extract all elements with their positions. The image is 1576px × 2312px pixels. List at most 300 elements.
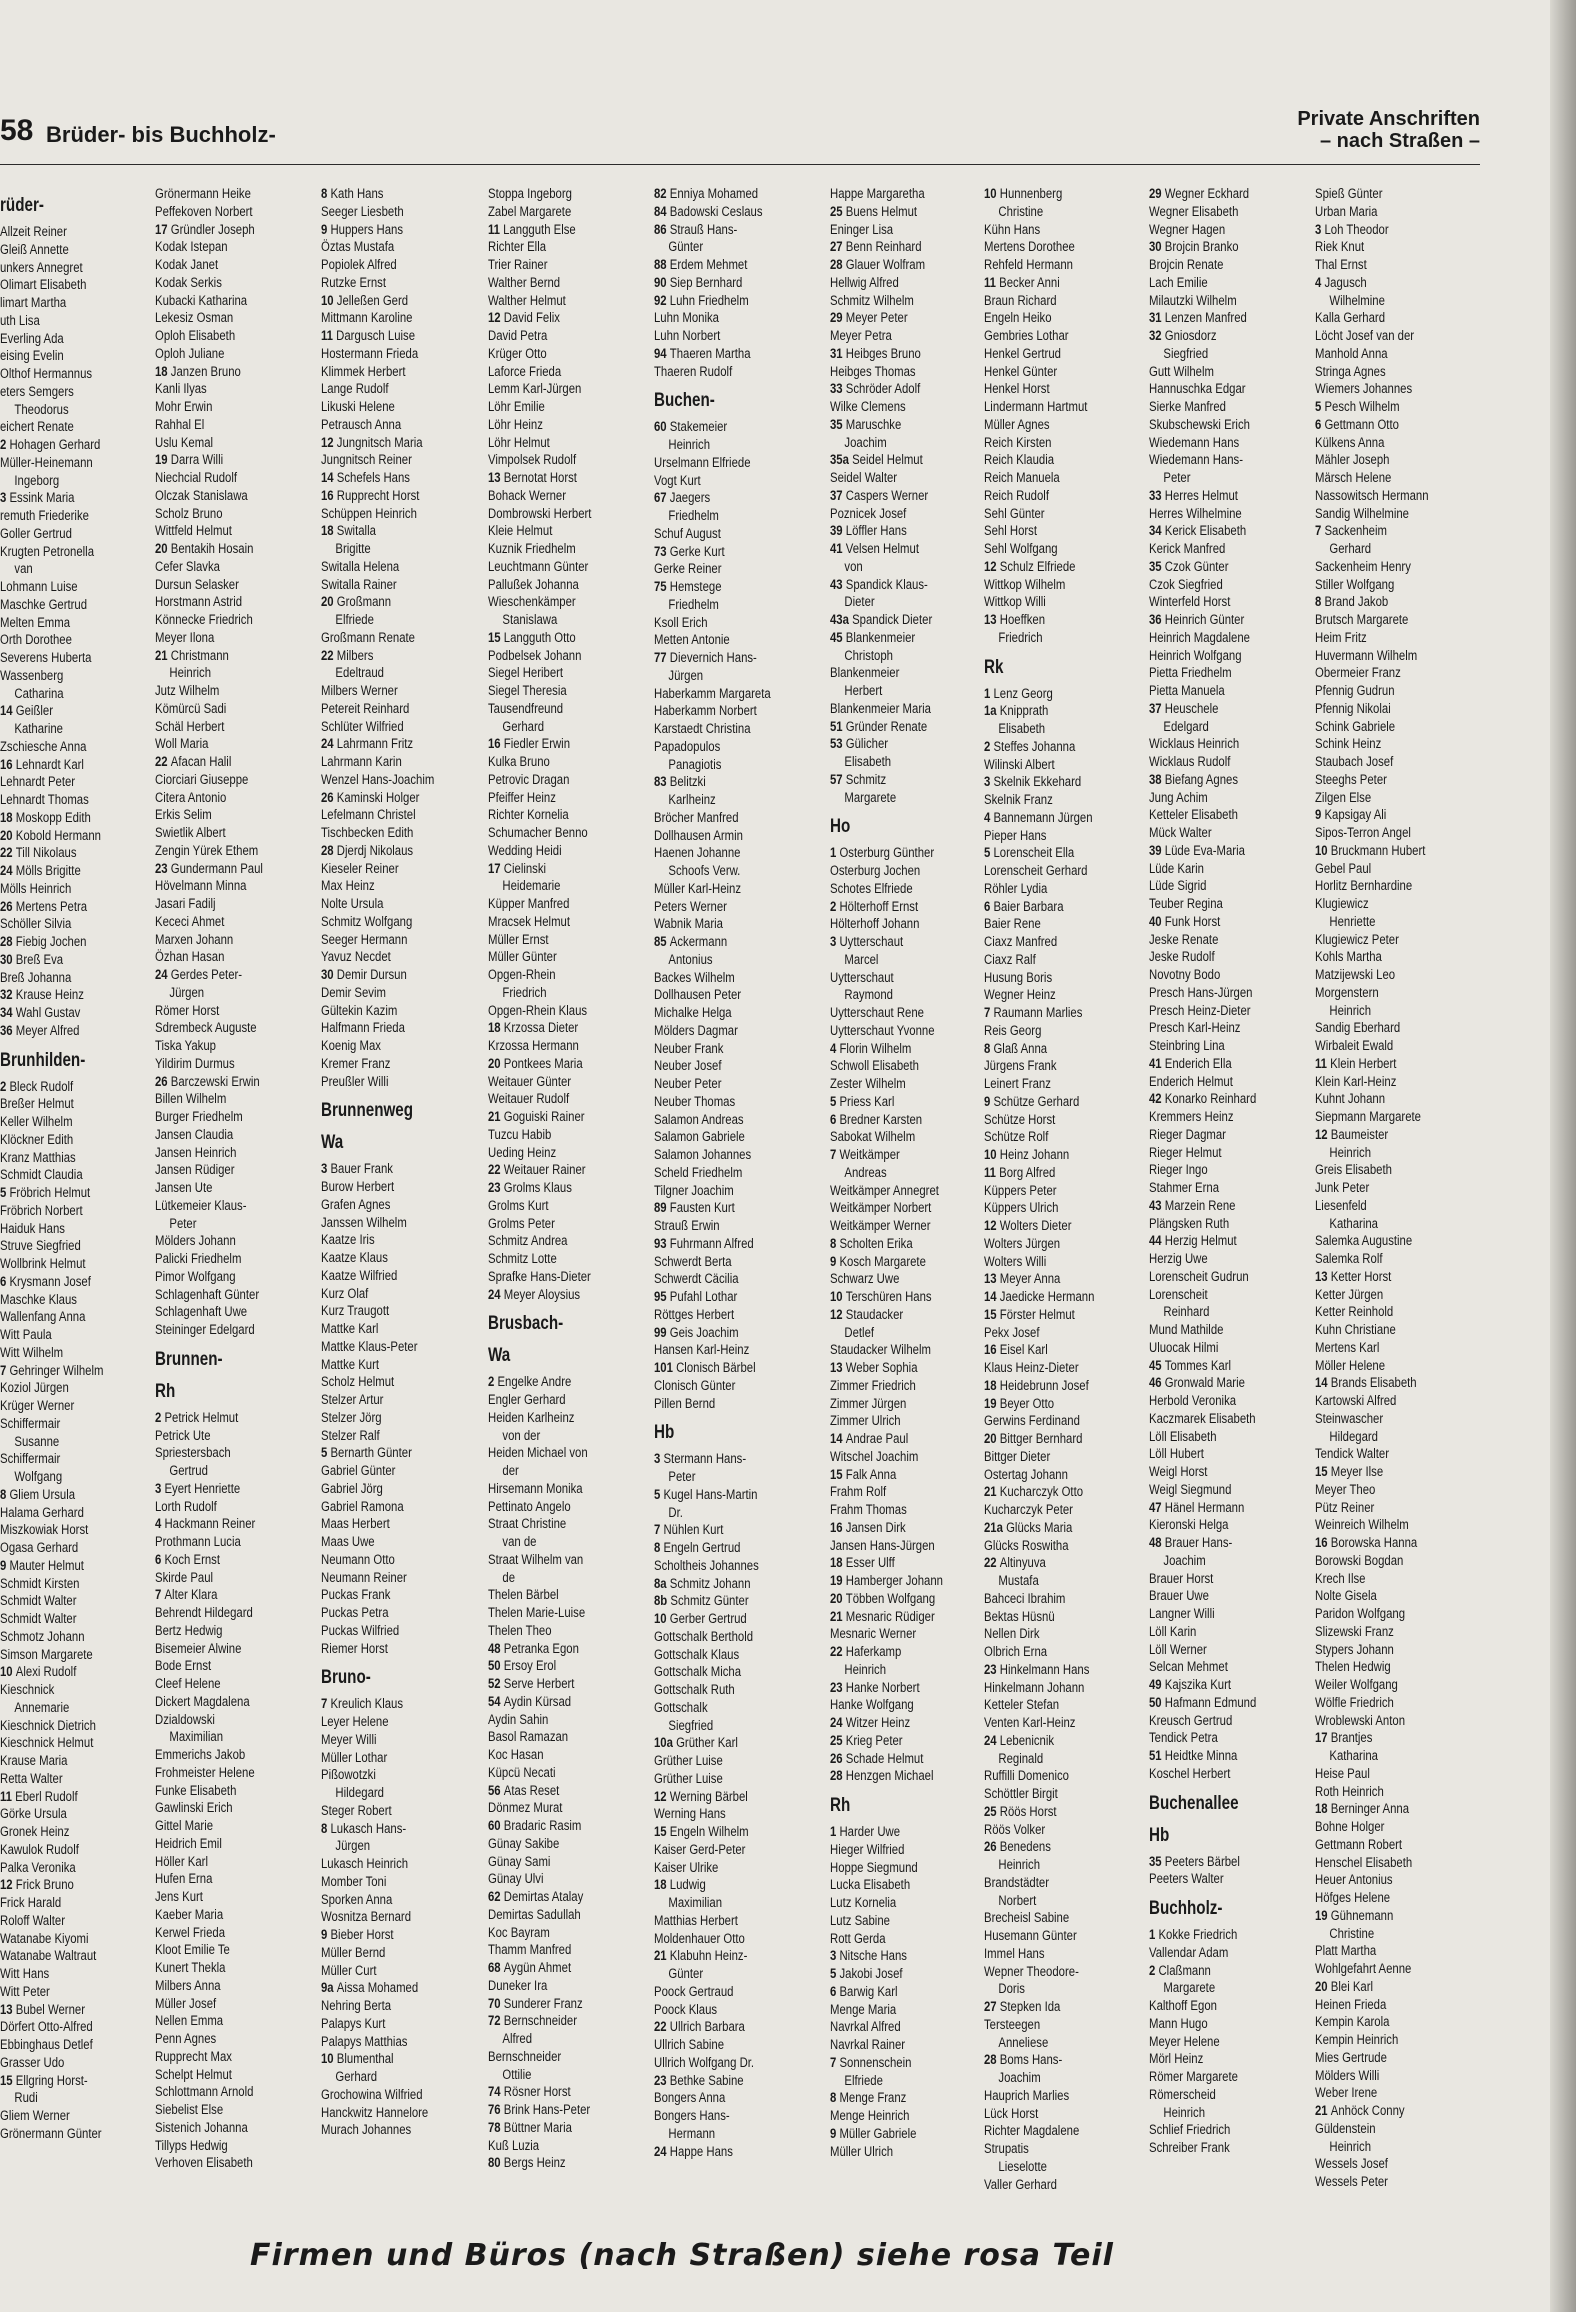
resident-entry: Duneker Ira: [488, 1977, 548, 1994]
house-number: 17: [488, 860, 504, 877]
resident-entry: [654, 1735, 782, 1753]
resident-entry: Heiden Michael von: [488, 1445, 588, 1462]
resident-entry: Hanke Wolfgang: [830, 1697, 914, 1714]
resident-name: Hölterhoff Ernst: [839, 898, 919, 915]
resident-entry: Bode Ernst: [155, 1658, 212, 1675]
resident-entry: Ruffilli Domenico: [984, 1768, 1069, 1785]
house-number: 2: [830, 898, 840, 915]
resident-entry: Kuhn Christiane: [1315, 1322, 1396, 1338]
resident-entry: Krugten Petronella: [0, 543, 95, 560]
resident-entry: Lukasch Heinrich: [321, 1856, 409, 1872]
house-number: 18: [321, 523, 337, 540]
resident-entry: Richter Ella: [488, 239, 547, 256]
resident-entry: [0, 1005, 128, 1023]
resident-entry: Pfeiffer Heinz: [488, 789, 556, 806]
house-number: 42: [1149, 1091, 1165, 1108]
resident-entry: Engeln Heiko: [984, 310, 1052, 327]
resident-entry: Orth Dorothee: [0, 632, 72, 649]
resident-entry: Weber Irene: [1315, 2085, 1378, 2102]
resident-entry: [984, 1555, 1112, 1573]
resident-entry: Schink Gabriele: [1315, 718, 1396, 735]
house-number: 25: [830, 1732, 846, 1749]
resident-entry: Weitauer Günter: [488, 1073, 572, 1090]
resident-entry: Michalke Helga: [654, 1005, 732, 1021]
resident-entry: Presch Hans-Jürgen: [1149, 984, 1253, 1001]
resident-name: Jelleßen Gerd: [336, 292, 409, 309]
resident-entry: Haenen Johanne: [654, 845, 741, 862]
resident-entry: Kloot Emilie Te: [155, 1942, 230, 1959]
resident-entry: Grönermann Günter: [0, 2125, 102, 2142]
entry-continuation: Rudi: [14, 2090, 38, 2107]
resident-name: Klein Herbert: [1330, 1055, 1397, 1072]
resident-entry: Pfennig Gudrun: [1315, 683, 1395, 699]
house-number: 24: [654, 2143, 670, 2160]
entry-continuation: Joachim: [998, 2070, 1041, 2086]
house-number: 40: [1149, 913, 1165, 930]
resident-name: Herzig Helmut: [1164, 1233, 1237, 1250]
resident-entry: Mies Gertrude: [1315, 2049, 1387, 2066]
entry-continuation: Christine: [1329, 1925, 1375, 1942]
resident-entry: Wohlgefahrt Aenne: [1315, 1961, 1412, 1977]
resident-name: Herres Helmut: [1164, 487, 1238, 504]
resident-entry: Möller Helene: [1315, 1357, 1386, 1374]
entry-continuation: Hermann: [668, 2125, 716, 2142]
resident-entry: [654, 2073, 782, 2091]
resident-entry: Cefer Slavka: [155, 558, 220, 575]
resident-entry: Miszkowiak Horst: [0, 1522, 89, 1539]
entry-continuation: Maximilian: [668, 1895, 723, 1911]
resident-entry: Reich Manuela: [984, 470, 1060, 486]
entry-continuation: Lieselotte: [998, 2158, 1047, 2175]
resident-entry: [488, 1783, 616, 1801]
resident-entry: Gottschalk Ruth: [654, 1682, 735, 1698]
resident-entry: [1315, 399, 1443, 417]
resident-entry: Kaiser Ulrike: [654, 1859, 719, 1876]
resident-name: Konarko Reinhard: [1164, 1091, 1257, 1108]
resident-entry: [654, 544, 782, 562]
resident-entry: Puckas Wilfried: [321, 1622, 400, 1639]
resident-name: Clonisch Bärbel: [676, 1360, 756, 1376]
resident-entry: Brojcin Renate: [1149, 257, 1224, 273]
resident-entry: Günay Sami: [488, 1853, 551, 1870]
house-number: 88: [654, 257, 670, 273]
resident-entry: Weitkämper Werner: [830, 1218, 931, 1234]
street-heading: Brusbach-: [488, 1313, 564, 1335]
resident-entry: Sistenich Johanna: [155, 2119, 248, 2136]
resident-entry: Tilgner Joachim: [654, 1182, 734, 1199]
resident-entry: Petrick Ute: [155, 1427, 211, 1444]
resident-entry: [488, 222, 616, 240]
resident-entry: Lutz Kornelia: [830, 1895, 897, 1911]
house-number: 9: [1315, 807, 1325, 824]
house-number: 12: [488, 310, 504, 327]
resident-entry: [830, 1948, 958, 1966]
resident-name: Enniya Mohamed: [669, 186, 759, 202]
resident-entry: [155, 1074, 283, 1092]
resident-entry: Olczak Stanislawa: [155, 487, 248, 504]
resident-entry: Langner Willi: [1149, 1606, 1215, 1622]
resident-entry: [654, 1948, 782, 1966]
resident-entry: Dickert Magdalena: [155, 1693, 250, 1710]
resident-entry: [0, 1185, 128, 1203]
resident-entry: [984, 1165, 1112, 1183]
resident-name: Fiebig Jochen: [15, 934, 87, 950]
resident-entry: [984, 1662, 1112, 1680]
resident-entry: Kunert Thekla: [155, 1960, 226, 1976]
resident-entry: Wegner Heinz: [984, 987, 1056, 1004]
resident-entry: Grönermann Heike: [155, 186, 251, 202]
resident-entry: [0, 437, 128, 455]
resident-entry: [654, 579, 782, 597]
resident-entry: [830, 1147, 958, 1165]
resident-entry: [984, 1271, 1112, 1289]
house-number: 80: [488, 2155, 504, 2172]
resident-name: Gerber Gertrud: [669, 1611, 747, 1627]
resident-name: Heibges Bruno: [845, 345, 921, 362]
resident-entry: Braun Richard: [984, 292, 1057, 309]
resident-entry: Karstaedt Christina: [654, 721, 751, 737]
resident-entry: [155, 1552, 283, 1570]
resident-name: Darra Willi: [170, 452, 224, 469]
house-number: 8a: [654, 1575, 670, 1592]
resident-entry: Retta Walter: [0, 1770, 63, 1787]
resident-entry: Lindermann Hartmut: [984, 399, 1088, 415]
house-number: 39: [1149, 842, 1165, 859]
resident-name: Wegner Eckhard: [1164, 186, 1250, 202]
entry-continuation: van de: [502, 1534, 537, 1550]
resident-entry: Lorenscheit Gerhard: [984, 863, 1088, 879]
resident-entry: Dollhausen Peter: [654, 987, 742, 1004]
entry-continuation: Heinrich: [1329, 1144, 1372, 1161]
house-number: 48: [1149, 1535, 1165, 1551]
house-number: 4: [155, 1516, 165, 1533]
resident-entry: Jens Kurt: [155, 1889, 203, 1905]
resident-entry: Schmotz Johann: [0, 1628, 85, 1645]
resident-entry: [984, 1733, 1112, 1751]
resident-entry: Roloff Walter: [0, 1912, 65, 1929]
resident-entry: Zengin Yürek Ethem: [155, 842, 259, 859]
entry-continuation: von der: [502, 1427, 541, 1444]
entry-continuation: Edeltraud: [335, 665, 384, 682]
resident-entry: Schmidt Claudia: [0, 1167, 83, 1184]
resident-entry: [1149, 1198, 1277, 1216]
house-number: 33: [1149, 487, 1165, 504]
resident-entry: [1149, 559, 1277, 577]
resident-entry: Heibges Thomas: [830, 363, 916, 380]
house-number: 6: [0, 1273, 10, 1290]
house-number: 16: [0, 756, 16, 773]
house-number: 21a: [984, 1519, 1007, 1536]
entry-continuation: Jürgen: [668, 667, 704, 684]
house-number: 20: [321, 594, 337, 611]
house-number: 5: [984, 845, 994, 862]
resident-entry: [654, 293, 782, 311]
resident-entry: Happe Margaretha: [830, 186, 925, 202]
resident-entry: Paridon Wolfgang: [1315, 1606, 1406, 1622]
resident-entry: Schwerdt Cäcilia: [654, 1271, 739, 1288]
resident-entry: [488, 1676, 616, 1694]
house-number: 18: [155, 363, 171, 380]
entry-continuation: Detlef: [844, 1324, 875, 1341]
page-gutter: [1550, 0, 1576, 2312]
entry-continuation: Joachim: [1163, 1552, 1206, 1569]
resident-name: Enderich Ella: [1164, 1055, 1232, 1072]
resident-name: Stakemeier: [669, 419, 728, 436]
resident-entry: [0, 828, 128, 846]
house-number: 9a: [321, 1980, 337, 1997]
resident-entry: [321, 328, 449, 346]
resident-entry: Walther Bernd: [488, 274, 561, 291]
house-number: 2: [0, 437, 10, 453]
resident-entry: [1315, 807, 1443, 825]
house-number: 29: [830, 310, 846, 327]
resident-name: Blankenmeier: [845, 629, 916, 646]
resident-entry: Ogasa Gerhard: [0, 1540, 79, 1556]
resident-entry: Mattke Klaus-Peter: [321, 1338, 418, 1355]
resident-entry: Grolms Peter: [488, 1215, 555, 1232]
house-number: 23: [984, 1661, 1000, 1678]
entry-continuation: Günter: [668, 1966, 704, 1982]
resident-entry: Gawlinski Erich: [155, 1800, 233, 1817]
resident-entry: Meyer Ilona: [155, 629, 215, 646]
resident-entry: [1315, 594, 1443, 612]
resident-entry: Lehnardt Thomas: [0, 792, 89, 808]
house-number: 101: [654, 1360, 677, 1376]
resident-entry: Höfges Helene: [1315, 1890, 1391, 1906]
resident-entry: Tendick Petra: [1149, 1730, 1218, 1747]
house-number: 86: [654, 221, 670, 238]
resident-name: Biefang Agnes: [1164, 771, 1238, 788]
resident-entry: [155, 1587, 283, 1605]
resident-entry: Schmitz Wilhelm: [830, 292, 914, 309]
entry-continuation: Gertrud: [169, 1463, 208, 1479]
resident-entry: Struve Siegfried: [0, 1238, 81, 1255]
resident-entry: [321, 790, 449, 808]
resident-entry: Winterfeld Horst: [1149, 594, 1231, 611]
house-number: 16: [830, 1519, 846, 1536]
resident-entry: Ciaxz Ralf: [984, 951, 1036, 968]
entry-continuation: Heinrich: [668, 437, 711, 453]
resident-entry: Demirtas Sadullah: [488, 1906, 581, 1923]
entry-continuation: Ottilie: [502, 2066, 532, 2083]
resident-entry: Ksoll Erich: [654, 614, 708, 631]
resident-entry: Maas Uwe: [321, 1534, 375, 1550]
resident-entry: Kartowski Alfred: [1315, 1393, 1397, 1409]
resident-entry: Wölfle Friedrich: [1315, 1694, 1394, 1711]
resident-entry: [488, 1162, 616, 1180]
resident-entry: Kremmers Heinz: [1149, 1109, 1234, 1125]
resident-entry: [1149, 239, 1277, 257]
house-number: 20: [830, 1590, 846, 1607]
entry-continuation: Heinrich: [169, 665, 212, 682]
resident-entry: Riek Knut: [1315, 239, 1365, 256]
house-number: 23: [830, 1679, 846, 1696]
resident-entry: [830, 1591, 958, 1609]
house-number: 39: [830, 523, 846, 540]
resident-entry: Steinwascher: [1315, 1410, 1384, 1427]
resident-entry: [321, 1696, 449, 1714]
house-number: 10a: [654, 1735, 677, 1752]
resident-entry: [654, 934, 782, 952]
resident-entry: [984, 703, 1112, 721]
house-number: 10: [1315, 842, 1331, 859]
resident-name: Bernschneider: [503, 2013, 577, 2030]
house-number: 8: [321, 186, 331, 202]
resident-name: Marzein Rene: [1164, 1197, 1236, 1214]
house-number: 26: [830, 1750, 846, 1767]
resident-entry: [830, 1768, 958, 1786]
address-column-6: [830, 186, 958, 2161]
resident-entry: Hansen Karl-Heinz: [654, 1342, 750, 1359]
resident-entry: [0, 845, 128, 863]
resident-entry: Werning Hans: [654, 1806, 726, 1823]
resident-entry: Koc Bayram: [488, 1924, 550, 1941]
resident-entry: Jansen Hans-Jürgen: [830, 1537, 935, 1554]
resident-entry: Presch Heinz-Dieter: [1149, 1002, 1251, 1019]
entry-continuation: Heinrich: [1329, 2138, 1372, 2155]
resident-entry: [488, 1109, 616, 1127]
resident-entry: Everling Ada: [0, 330, 64, 347]
entry-continuation: Antonius: [668, 951, 713, 968]
resident-entry: Müller Lothar: [321, 1749, 388, 1766]
house-number: 50: [488, 1658, 504, 1675]
resident-entry: Palka Veronika: [0, 1859, 76, 1876]
house-number: 16: [488, 736, 504, 753]
house-number: 6: [830, 1983, 840, 2000]
house-number: 23: [488, 1180, 504, 1196]
resident-entry: [830, 2055, 958, 2073]
resident-entry: Milbers Werner: [321, 683, 398, 699]
resident-entry: Dollhausen Armin: [654, 827, 743, 844]
resident-name: Bergs Heinz: [503, 2155, 566, 2172]
house-number: 7: [830, 2054, 840, 2071]
resident-name: Krzossa Dieter: [503, 1020, 579, 1037]
resident-entry: Heidrich Emil: [155, 1835, 222, 1852]
resident-entry: Scholz Helmut: [321, 1374, 395, 1391]
resident-entry: Gliem Werner: [0, 2108, 70, 2124]
resident-entry: Puckas Petra: [321, 1605, 389, 1621]
house-number: 20: [0, 827, 16, 844]
resident-entry: Pütz Reiner: [1315, 1499, 1375, 1516]
resident-entry: Meyer Willi: [321, 1731, 377, 1748]
entry-continuation: Hildegard: [335, 1785, 384, 1801]
resident-entry: [1149, 1535, 1277, 1553]
resident-entry: [830, 577, 958, 595]
resident-entry: Luhn Norbert: [654, 328, 721, 344]
resident-entry: [0, 1664, 128, 1682]
resident-name: Geis Joachim: [669, 1324, 739, 1341]
resident-name: Atas Reset: [503, 1782, 560, 1799]
resident-name: Glücks Maria: [1006, 1519, 1073, 1536]
house-number: 11: [1315, 1055, 1331, 1072]
resident-name: Heinz Johann: [999, 1147, 1070, 1163]
resident-name: Geißler: [15, 703, 54, 720]
resident-entry: Thamm Manfred: [488, 1942, 572, 1959]
house-number: 31: [1149, 310, 1165, 327]
entry-continuation: Wilhelmine: [1329, 292, 1385, 309]
resident-name: Velsen Helmut: [845, 541, 919, 557]
resident-entry: Yavuz Necdet: [321, 949, 391, 966]
resident-entry: Preußler Willi: [321, 1073, 389, 1090]
house-number: 51: [830, 718, 846, 735]
resident-name: Erdem Mehmet: [669, 257, 748, 273]
house-number: 45: [1149, 1357, 1165, 1374]
resident-entry: [830, 1733, 958, 1751]
house-number: 26: [155, 1073, 171, 1090]
entry-continuation: der: [502, 1463, 519, 1479]
resident-name: Osterburg Günther: [839, 845, 935, 862]
resident-entry: Koenig Max: [321, 1038, 381, 1054]
resident-entry: [830, 257, 958, 275]
resident-entry: [1149, 1927, 1277, 1945]
resident-entry: Burger Friedhelm: [155, 1109, 243, 1125]
house-number: 6: [155, 1551, 165, 1568]
resident-entry: Skelnik Franz: [984, 792, 1053, 808]
resident-entry: Wepner Theodore-: [984, 1963, 1079, 1980]
resident-entry: [155, 364, 283, 382]
entry-continuation: Heinrich: [844, 1661, 887, 1678]
resident-entry: Walther Helmut: [488, 292, 566, 309]
resident-name: Mesnaric Rüdiger: [845, 1608, 935, 1625]
resident-name: Cielinski: [503, 860, 547, 877]
entry-continuation: Reinhard: [1163, 1304, 1210, 1321]
resident-entry: Zilgen Else: [1315, 789, 1372, 806]
resident-name: Bleck Rudolf: [9, 1078, 74, 1095]
resident-entry: [1149, 914, 1277, 932]
resident-entry: Urban Maria: [1315, 203, 1378, 220]
entry-continuation: Hildegard: [1329, 1428, 1378, 1445]
resident-name: Glaß Anna: [993, 1040, 1048, 1057]
resident-entry: Schlief Friedrich: [1149, 2122, 1231, 2139]
resident-entry: Stypers Johann: [1315, 1641, 1394, 1658]
resident-entry: [1149, 186, 1277, 204]
house-number: 7: [1315, 523, 1325, 540]
resident-entry: [155, 861, 283, 879]
house-number: 22: [654, 2019, 670, 2036]
house-number: 74: [488, 2084, 504, 2101]
resident-entry: Frahm Rolf: [830, 1484, 887, 1501]
resident-name: Lorenscheit Ella: [993, 845, 1075, 862]
house-number: 37: [1149, 700, 1165, 717]
resident-name: Henzgen Michael: [845, 1768, 934, 1785]
house-number: 15: [0, 2072, 16, 2089]
resident-name: Bentakih Hosain: [170, 541, 254, 557]
resident-entry: Gleiß Annette: [0, 241, 69, 258]
resident-name: Bauer Frank: [330, 1161, 393, 1178]
house-number: 2: [0, 1078, 10, 1095]
house-number: 12: [0, 1877, 16, 1894]
house-number: 12: [654, 1788, 670, 1805]
resident-entry: Zimmer Friedrich: [830, 1377, 916, 1394]
resident-entry: [0, 1079, 128, 1097]
street-heading: Buchen-: [654, 390, 715, 412]
resident-name: Ludwig: [669, 1877, 706, 1894]
resident-entry: Jasari Fadilj: [155, 896, 216, 912]
resident-entry: Müller Bernd: [321, 1944, 386, 1961]
resident-entry: [1149, 488, 1277, 506]
resident-entry: Schmidt Walter: [0, 1611, 77, 1627]
house-number: 13: [0, 2001, 16, 2018]
resident-name: Bethke Sabine: [669, 2072, 744, 2089]
resident-entry: Schäl Herbert: [155, 718, 225, 735]
house-number: 7: [155, 1587, 165, 1604]
street-heading: Wa: [488, 1345, 511, 1367]
resident-name: Gühnemann: [1330, 1907, 1394, 1924]
resident-entry: Husung Boris: [984, 969, 1053, 986]
resident-entry: Gerke Reiner: [654, 561, 722, 578]
resident-entry: [1149, 612, 1277, 630]
resident-entry: Gettmann Robert: [1315, 1836, 1403, 1853]
